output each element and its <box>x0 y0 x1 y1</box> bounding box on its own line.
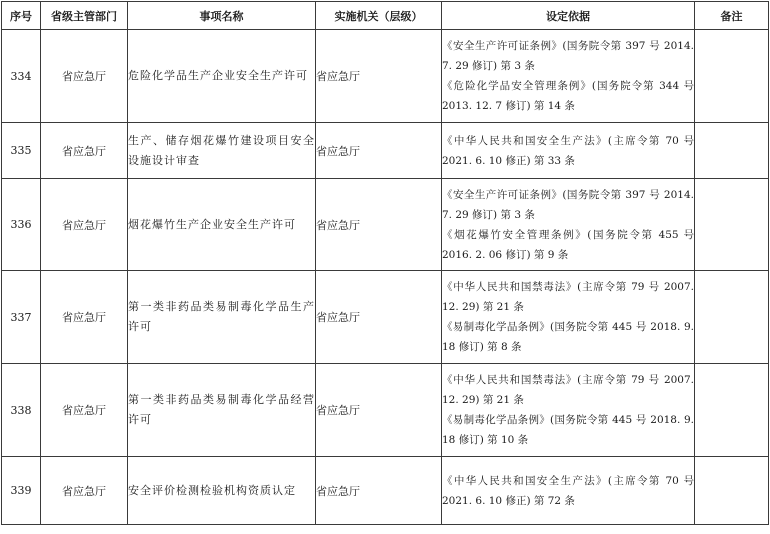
cell-seq: 337 <box>2 271 41 364</box>
cell-item: 第一类非药品类易制毒化学品生产许可 <box>128 271 316 364</box>
cell-impl: 省应急厅 <box>316 271 442 364</box>
cell-impl: 省应急厅 <box>316 457 442 525</box>
cell-item: 烟花爆竹生产企业安全生产许可 <box>128 179 316 271</box>
header-basis: 设定依据 <box>442 2 695 30</box>
cell-impl: 省应急厅 <box>316 30 442 123</box>
cell-note <box>695 364 769 457</box>
basis-ref: 《危险化学品安全管理条例》(国务院令第 344 号 2013. 12. 7 修订) 第 14 条 <box>442 80 694 112</box>
table-row <box>2 179 769 271</box>
permit-table <box>1 1 769 525</box>
cell-impl: 省应急厅 <box>316 123 442 179</box>
basis-ref: 《烟花爆竹安全管理条例》(国务院令第 455 号 2016. 2. 06 修订) 第 9 条 <box>442 228 694 261</box>
cell-impl: 省应急厅 <box>316 364 442 457</box>
cell-dept: 省应急厅 <box>41 179 128 271</box>
header-item: 事项名称 <box>128 2 316 30</box>
cell-dept: 省应急厅 <box>41 271 128 364</box>
cell-item: 安全评价检测检验机构资质认定 <box>128 457 316 525</box>
cell-item: 第一类非药品类易制毒化学品经营许可 <box>128 364 316 457</box>
basis-ref: 《安全生产许可证条例》(国务院令第 397 号 2014. 7. 29 修订) 第 3 条 <box>442 40 694 72</box>
cell-seq: 338 <box>2 364 41 457</box>
cell-seq: 336 <box>2 179 41 271</box>
cell-seq: 339 <box>2 457 41 525</box>
cell-item: 生产、储存烟花爆竹建设项目安全设施设计审查 <box>128 123 316 179</box>
header-note: 备注 <box>695 2 769 30</box>
basis-ref: 《中华人民共和国禁毒法》(主席令第 79 号 2007. 12. 29) 第 21 条 <box>442 374 694 406</box>
basis-ref: 《易制毒化学品条例》(国务院令第 445 号 2018. 9. 18 修订) 第 8 条 <box>442 321 694 353</box>
cell-basis <box>442 179 695 271</box>
cell-dept: 省应急厅 <box>41 457 128 525</box>
basis-ref: 《易制毒化学品条例》(国务院令第 445 号 2018. 9. 18 修订) 第 10 条 <box>442 414 694 446</box>
cell-seq: 334 <box>2 30 41 123</box>
table-row <box>2 457 769 525</box>
header-dept: 省级主管部门 <box>41 2 128 30</box>
table-row <box>2 123 769 179</box>
table-row <box>2 30 769 123</box>
header-impl: 实施机关（层级） <box>316 2 442 30</box>
cell-note <box>695 30 769 123</box>
cell-note <box>695 179 769 271</box>
cell-seq: 335 <box>2 123 41 179</box>
basis-ref: 《中华人民共和国安全生产法》(主席令第 70 号 2021. 6. 10 修正) 第 33 条 <box>442 134 694 167</box>
cell-item: 危险化学品生产企业安全生产许可 <box>128 30 316 123</box>
cell-impl: 省应急厅 <box>316 179 442 271</box>
cell-note <box>695 271 769 364</box>
cell-basis <box>442 271 695 364</box>
cell-basis <box>442 123 695 179</box>
cell-basis <box>442 364 695 457</box>
basis-ref: 《中华人民共和国禁毒法》(主席令第 79 号 2007. 12. 29) 第 21 条 <box>442 281 694 313</box>
cell-note <box>695 123 769 179</box>
table-row <box>2 364 769 457</box>
cell-dept: 省应急厅 <box>41 364 128 457</box>
cell-note <box>695 457 769 525</box>
header-seq: 序号 <box>2 2 41 30</box>
cell-basis <box>442 457 695 525</box>
basis-ref: 《中华人民共和国安全生产法》(主席令第 70 号 2021. 6. 10 修正) 第 72 条 <box>442 474 694 507</box>
header-row <box>2 2 769 30</box>
cell-dept: 省应急厅 <box>41 123 128 179</box>
cell-dept: 省应急厅 <box>41 30 128 123</box>
table-row <box>2 271 769 364</box>
basis-ref: 《安全生产许可证条例》(国务院令第 397 号 2014. 7. 29 修订) 第 3 条 <box>442 188 694 221</box>
cell-basis <box>442 30 695 123</box>
